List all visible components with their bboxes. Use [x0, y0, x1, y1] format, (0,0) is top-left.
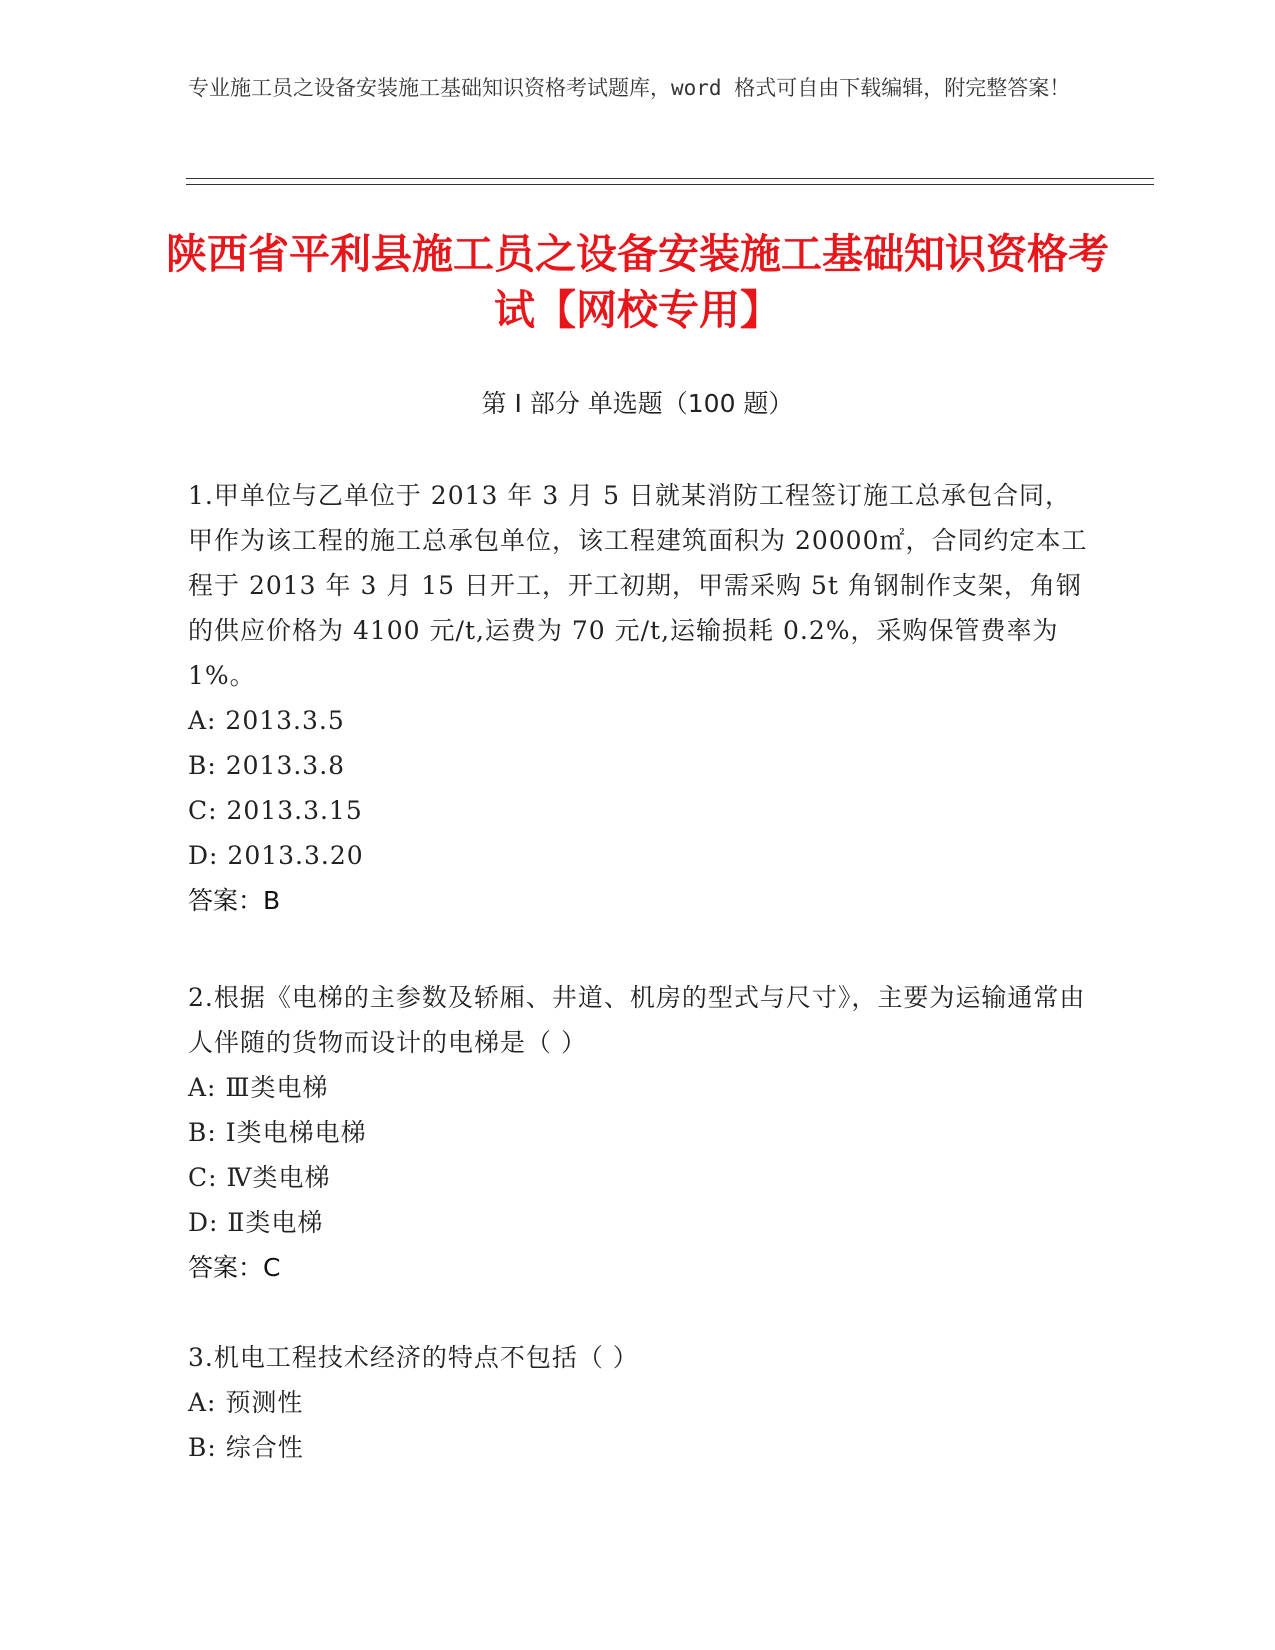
- option-b: B: 2013.3.8: [188, 751, 346, 780]
- header-divider-top: [186, 178, 1154, 179]
- option-d: D: 2013.3.20: [188, 841, 364, 870]
- option-a: A: Ⅲ类电梯: [188, 1073, 329, 1102]
- question-text: 2.根据《电梯的主参数及轿厢、井道、机房的型式与尺寸》，主要为运输通常由人伴随的货物而设计的电梯是（ ）: [188, 983, 1086, 1057]
- header-note: 专业施工员之设备安装施工基础知识资格考试题库，word 格式可自由下载编辑，附完整答案！: [188, 76, 1071, 100]
- answer: 答案：C: [188, 1253, 281, 1282]
- answer: 答案：B: [188, 886, 281, 915]
- header-divider-bottom: [186, 184, 1154, 185]
- question-text: 3.机电工程技术经济的特点不包括（ ）: [188, 1343, 639, 1372]
- question-3: [188, 1335, 1088, 1470]
- question-2: [188, 975, 1088, 1290]
- question-1: [188, 473, 1088, 923]
- document-title: 陕西省平利县施工员之设备安装施工基础知识资格考试【网校专用】: [166, 230, 1109, 334]
- option-d: D: Ⅱ类电梯: [188, 1208, 324, 1237]
- option-a: A: 预测性: [188, 1388, 304, 1417]
- option-c: C: Ⅳ类电梯: [188, 1163, 331, 1192]
- option-b: B: 综合性: [188, 1433, 304, 1462]
- option-c: C: 2013.3.15: [188, 796, 363, 825]
- option-b: B: Ⅰ类电梯电梯: [188, 1118, 367, 1147]
- question-text: 1.甲单位与乙单位于 2013 年 3 月 5 日就某消防工程签订施工总承包合同，甲作为该工程的施工总承包单位，该工程建筑面积为 20000㎡，合同约定本工程于 2013 年 3 月 15 日开工，开工初期，甲需采购 5t 角钢制作支架，角钢的供应价格为 4100 元/t,运费为 70 元/t,运输损耗 0.2%，采购保管费率为 1%。: [188, 481, 1088, 690]
- option-a: A: 2013.3.5: [188, 706, 345, 735]
- section-title: 第 I 部分 单选题（100 题）: [481, 389, 794, 418]
